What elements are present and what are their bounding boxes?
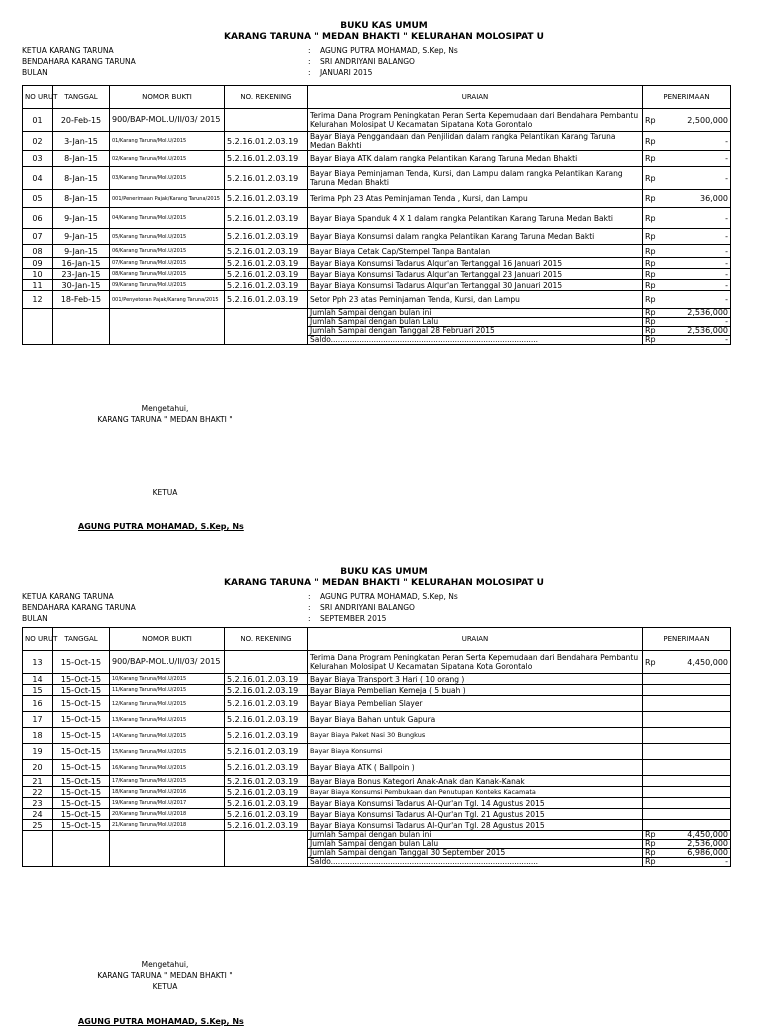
no-urut-cell: 11 xyxy=(23,280,53,291)
uraian-cell: Bayar Biaya Spanduk 4 X 1 dalam rangka Pelantikan Karang Taruna Medan Bakti xyxy=(308,208,643,229)
amount-cell: 2,536,000 xyxy=(661,309,731,318)
amount-cell xyxy=(661,760,731,776)
no-urut-cell: 23 xyxy=(23,798,53,809)
no-urut-cell: 12 xyxy=(23,291,53,309)
uraian-cell: Terima Dana Program Peningkatan Peran Serta Kepemudaan dari Bendahara Pembantu Kelurahan Molosipat U Kecamatan Sipatana Kota Gorontalo xyxy=(308,109,643,132)
no-rekening-cell: 5.2.16.01.2.03.19 xyxy=(225,776,308,787)
meta-value: AGUNG PUTRA MOHAMAD, S.Kep, Ns xyxy=(320,46,458,55)
rp-cell: Rp xyxy=(643,132,661,151)
rp-cell xyxy=(643,728,661,744)
doc1-mengetahui: Mengetahui, xyxy=(141,404,189,413)
meta-label: BENDAHARA KARANG TARUNA xyxy=(22,57,136,66)
no-rekening-cell: 5.2.16.01.2.03.19 xyxy=(225,208,308,229)
no-urut-cell: 01 xyxy=(23,109,53,132)
uraian-cell: Terima Pph 23 Atas Peminjaman Tenda , Kursi, dan Lampu xyxy=(308,190,643,208)
rp-cell: Rp xyxy=(643,280,661,291)
no-rekening-cell: 5.2.16.01.2.03.19 xyxy=(225,280,308,291)
rp-cell: Rp xyxy=(643,229,661,245)
amount-cell: - xyxy=(661,336,731,345)
uraian-cell: Bayar Biaya Pembelian Slayer xyxy=(308,696,643,712)
rp-cell: Rp xyxy=(643,327,661,336)
tanggal-cell: 15-Oct-15 xyxy=(53,744,110,760)
tanggal-cell: 23-Jan-15 xyxy=(53,269,110,280)
uraian-cell: Bayar Biaya Bahan untuk Gapura xyxy=(308,712,643,728)
nomor-bukti-cell: 13/Karang Taruna/Mol.U/2015 xyxy=(110,712,225,728)
table-row xyxy=(23,760,731,776)
doc2-title: BUKU KAS UMUM xyxy=(340,567,428,577)
no-rekening-cell: 5.2.16.01.2.03.19 xyxy=(225,258,308,269)
col-uraian: URAIAN xyxy=(308,86,643,109)
rp-cell xyxy=(643,696,661,712)
uraian-cell: Bayar Biaya Konsumsi Tadarus Alqur'an Tertanggal 30 Januari 2015 xyxy=(308,280,643,291)
table-row xyxy=(23,167,731,190)
meta-colon: : xyxy=(308,46,311,55)
amount-cell: - xyxy=(661,167,731,190)
nomor-bukti-cell: 21/Karang Taruna/Mol.U/2018 xyxy=(110,820,225,831)
meta-value: JANUARI 2015 xyxy=(320,68,373,77)
doc2-meta-bendahara xyxy=(22,602,722,613)
nomor-bukti-cell: 03/Karang Taruna/Mol.U/2015 xyxy=(110,167,225,190)
nomor-bukti-cell: 19/Karang Taruna/Mol.U/2017 xyxy=(110,798,225,809)
tanggal-cell: 15-Oct-15 xyxy=(53,685,110,696)
no-urut-cell: 02 xyxy=(23,132,53,151)
no-rekening-cell: 5.2.16.01.2.03.19 xyxy=(225,760,308,776)
table-row xyxy=(23,651,731,674)
tanggal-cell-empty xyxy=(53,831,110,867)
meta-label: BULAN xyxy=(22,68,48,77)
rp-cell xyxy=(643,674,661,685)
rp-cell xyxy=(643,809,661,820)
uraian-cell: Bayar Biaya Konsumsi Tadarus Al-Qur'an Tgl. 21 Agustus 2015 xyxy=(308,809,643,820)
no-urut-cell: 18 xyxy=(23,728,53,744)
meta-label: KETUA KARANG TARUNA xyxy=(22,592,114,601)
rp-cell: Rp xyxy=(643,291,661,309)
doc1-meta-bulan xyxy=(22,67,722,78)
amount-cell: - xyxy=(661,132,731,151)
amount-cell xyxy=(661,728,731,744)
meta-label: BULAN xyxy=(22,614,48,623)
doc2-ledger-table xyxy=(22,627,731,867)
table-row xyxy=(23,151,731,167)
table-row xyxy=(23,798,731,809)
no-rekening-cell: 5.2.16.01.2.03.19 xyxy=(225,820,308,831)
amount-cell: - xyxy=(661,291,731,309)
no-rekening-cell: 5.2.16.01.2.03.19 xyxy=(225,167,308,190)
no-urut-cell: 08 xyxy=(23,245,53,258)
uraian-cell: Bayar Biaya Konsumsi Pembukaan dan Penutupan Konteks Kacamata xyxy=(308,787,643,798)
nomor-bukti-cell: 18/Karang Taruna/Mol.U/2016 xyxy=(110,787,225,798)
uraian-cell: Bayar Biaya Konsumsi Tadarus Al-Qur'an Tgl. 28 Agustus 2015 xyxy=(308,820,643,831)
no-urut-cell: 19 xyxy=(23,744,53,760)
meta-colon: : xyxy=(308,614,311,623)
meta-colon: : xyxy=(308,592,311,601)
summary-label: Saldo....................................................................................... xyxy=(308,858,643,867)
summary-label: Jumlah Sampai dengan bulan Lalu xyxy=(308,318,643,327)
meta-colon: : xyxy=(308,68,311,77)
amount-cell: 2,536,000 xyxy=(661,327,731,336)
no-rekening-cell xyxy=(225,109,308,132)
nomor-bukti-cell: 20/Karang Taruna/Mol.U/2018 xyxy=(110,809,225,820)
table-row xyxy=(23,776,731,787)
no-urut-cell: 07 xyxy=(23,229,53,245)
no-urut-cell: 21 xyxy=(23,776,53,787)
table-row xyxy=(23,787,731,798)
summary-label: Jumlah Sampai dengan bulan ini xyxy=(308,831,643,840)
rp-cell: Rp xyxy=(643,336,661,345)
nomor-bukti-cell: 15/Karang Taruna/Mol.U/2015 xyxy=(110,744,225,760)
nomor-bukti-cell: 900/BAP-MOL.U/II/03/ 2015 xyxy=(110,651,225,674)
tanggal-cell: 8-Jan-15 xyxy=(53,167,110,190)
amount-cell xyxy=(661,696,731,712)
nomor-bukti-cell: 14/Karang Taruna/Mol.U/2015 xyxy=(110,728,225,744)
amount-cell xyxy=(661,712,731,728)
doc2-subtitle: KARANG TARUNA " MEDAN BHAKTI " KELURAHAN MOLOSIPAT U xyxy=(224,578,544,588)
rp-cell xyxy=(643,776,661,787)
table-row xyxy=(23,728,731,744)
rp-cell xyxy=(643,744,661,760)
table-row xyxy=(23,809,731,820)
nomor-bukti-cell: 10/Karang Taruna/Mol.U/2015 xyxy=(110,674,225,685)
tanggal-cell: 18-Feb-15 xyxy=(53,291,110,309)
table-row xyxy=(23,190,731,208)
no-urut-cell: 24 xyxy=(23,809,53,820)
doc2-signatory-name: AGUNG PUTRA MOHAMAD, S.Kep, Ns xyxy=(78,1017,244,1026)
no-urut-cell: 20 xyxy=(23,760,53,776)
doc1-title: BUKU KAS UMUM xyxy=(340,21,428,31)
no-rekening-cell: 5.2.16.01.2.03.19 xyxy=(225,696,308,712)
table-row xyxy=(23,109,731,132)
uraian-cell: Bayar Biaya Konsumsi Tadarus Al-Qur'an Tgl. 14 Agustus 2015 xyxy=(308,798,643,809)
uraian-cell: Terima Dana Program Peningkatan Peran Serta Kepemudaan dari Bendahara Pembantu Kelurahan Molosipat U Kecamatan Sipatana Kota Gorontalo xyxy=(308,651,643,674)
col-tanggal: TANGGAL xyxy=(53,628,110,651)
uraian-cell: Setor Pph 23 atas Peminjaman Tenda, Kursi, dan Lampu xyxy=(308,291,643,309)
uraian-cell: Bayar Biaya Konsumsi xyxy=(308,744,643,760)
tanggal-cell: 8-Jan-15 xyxy=(53,190,110,208)
doc1-meta-ketua xyxy=(22,45,722,56)
meta-colon: : xyxy=(308,603,311,612)
tanggal-cell: 15-Oct-15 xyxy=(53,696,110,712)
rp-cell: Rp xyxy=(643,151,661,167)
amount-cell: - xyxy=(661,245,731,258)
no-rekening-cell: 5.2.16.01.2.03.19 xyxy=(225,809,308,820)
doc1-signatory-name: AGUNG PUTRA MOHAMAD, S.Kep, Ns xyxy=(78,522,244,531)
no-rekening-cell: 5.2.16.01.2.03.19 xyxy=(225,685,308,696)
nomor-bukti-cell: 08/Karang Taruna/Mol.U/2015 xyxy=(110,269,225,280)
rp-cell xyxy=(643,787,661,798)
uraian-cell: Bayar Biaya Penggandaan dan Penjilidan dalam rangka Pelantikan Karang Taruna Medan Bakhti xyxy=(308,132,643,151)
no-rekening-cell: 5.2.16.01.2.03.19 xyxy=(225,291,308,309)
table-row xyxy=(23,269,731,280)
amount-cell: - xyxy=(661,258,731,269)
table-row xyxy=(23,820,731,831)
amount-cell: - xyxy=(661,318,731,327)
no-rekening-cell: 5.2.16.01.2.03.19 xyxy=(225,132,308,151)
amount-cell: 6,986,000 xyxy=(661,849,731,858)
rp-cell: Rp xyxy=(643,858,661,867)
tanggal-cell: 15-Oct-15 xyxy=(53,787,110,798)
uraian-cell: Bayar Biaya Paket Nasi 30 Bungkus xyxy=(308,728,643,744)
uraian-cell: Bayar Biaya Konsumsi Tadarus Alqur'an Tertanggal 23 Januari 2015 xyxy=(308,269,643,280)
table-row xyxy=(23,291,731,309)
doc1-meta-bendahara xyxy=(22,56,722,67)
amount-cell: 4,450,000 xyxy=(661,651,731,674)
rp-cell: Rp xyxy=(643,651,661,674)
nomor-bukti-cell: 07/Karang Taruna/Mol.U/2015 xyxy=(110,258,225,269)
no-urut-cell: 03 xyxy=(23,151,53,167)
summary-label: Jumlah Sampai dengan Tanggal 30 September 2015 xyxy=(308,849,643,858)
tanggal-cell: 15-Oct-15 xyxy=(53,820,110,831)
col-nomor-bukti: NOMOR BUKTI xyxy=(110,628,225,651)
col-no-rekening: NO. REKENING xyxy=(225,86,308,109)
no-rekening-cell: 5.2.16.01.2.03.19 xyxy=(225,798,308,809)
amount-cell: 4,450,000 xyxy=(661,831,731,840)
uraian-cell: Bayar Biaya Bonus Kategori Anak-Anak dan Kanak-Kanak xyxy=(308,776,643,787)
rp-cell: Rp xyxy=(643,245,661,258)
nomor-bukti-cell-empty xyxy=(110,309,225,345)
rp-cell xyxy=(643,820,661,831)
table-row xyxy=(23,132,731,151)
rp-cell: Rp xyxy=(643,309,661,318)
meta-value: SRI ANDRIYANI BALANGO xyxy=(320,57,415,66)
uraian-cell: Bayar Biaya Cetak Cap/Stempel Tanpa Bantalan xyxy=(308,245,643,258)
no-urut-cell: 04 xyxy=(23,167,53,190)
no-rekening-cell: 5.2.16.01.2.03.19 xyxy=(225,712,308,728)
no-rekening-cell: 5.2.16.01.2.03.19 xyxy=(225,744,308,760)
amount-cell: 2,500,000 xyxy=(661,109,731,132)
summary-label: Jumlah Sampai dengan Tanggal 28 Februari 2015 xyxy=(308,327,643,336)
no-rekening-cell: 5.2.16.01.2.03.19 xyxy=(225,190,308,208)
rp-cell xyxy=(643,712,661,728)
summary-label: Jumlah Sampai dengan bulan Lalu xyxy=(308,840,643,849)
no-urut-cell: 10 xyxy=(23,269,53,280)
rp-cell: Rp xyxy=(643,318,661,327)
table-row xyxy=(23,208,731,229)
table-row xyxy=(23,258,731,269)
no-urut-cell: 16 xyxy=(23,696,53,712)
doc1-ledger-table xyxy=(22,85,731,345)
meta-colon: : xyxy=(308,57,311,66)
tanggal-cell: 15-Oct-15 xyxy=(53,776,110,787)
tanggal-cell: 9-Jan-15 xyxy=(53,208,110,229)
header-row xyxy=(23,86,731,109)
table-row xyxy=(23,685,731,696)
table-row xyxy=(23,696,731,712)
meta-value: SRI ANDRIYANI BALANGO xyxy=(320,603,415,612)
tanggal-cell: 15-Oct-15 xyxy=(53,760,110,776)
tanggal-cell: 15-Oct-15 xyxy=(53,809,110,820)
uraian-cell: Bayar Biaya ATK ( Ballpoin ) xyxy=(308,760,643,776)
no-rekening-cell-empty xyxy=(225,309,308,345)
nomor-bukti-cell-empty xyxy=(110,831,225,867)
rp-cell xyxy=(643,798,661,809)
nomor-bukti-cell: 001/Penyetoran Pajak/Karang Taruna/2015 xyxy=(110,291,225,309)
table-row xyxy=(23,229,731,245)
header-row xyxy=(23,628,731,651)
amount-cell: - xyxy=(661,229,731,245)
amount-cell xyxy=(661,776,731,787)
no-urut-cell-empty xyxy=(23,309,53,345)
col-no-rekening: NO. REKENING xyxy=(225,628,308,651)
nomor-bukti-cell: 09/Karang Taruna/Mol.U/2015 xyxy=(110,280,225,291)
col-tanggal: TANGGAL xyxy=(53,86,110,109)
table-row xyxy=(23,245,731,258)
nomor-bukti-cell: 900/BAP-MOL.U/II/03/ 2015 xyxy=(110,109,225,132)
nomor-bukti-cell: 04/Karang Taruna/Mol.U/2015 xyxy=(110,208,225,229)
no-urut-cell: 17 xyxy=(23,712,53,728)
rp-cell: Rp xyxy=(643,831,661,840)
amount-cell xyxy=(661,744,731,760)
uraian-cell: Bayar Biaya ATK dalam rangka Pelantikan Karang Taruna Medan Bhakti xyxy=(308,151,643,167)
tanggal-cell: 15-Oct-15 xyxy=(53,798,110,809)
no-rekening-cell: 5.2.16.01.2.03.19 xyxy=(225,674,308,685)
rp-cell: Rp xyxy=(643,258,661,269)
table-row xyxy=(23,744,731,760)
no-rekening-cell: 5.2.16.01.2.03.19 xyxy=(225,269,308,280)
table-row xyxy=(23,674,731,685)
doc2-org: KARANG TARUNA " MEDAN BHAKTI " xyxy=(97,971,233,980)
nomor-bukti-cell: 11/Karang Taruna/Mol.U/2015 xyxy=(110,685,225,696)
tanggal-cell: 16-Jan-15 xyxy=(53,258,110,269)
tanggal-cell: 8-Jan-15 xyxy=(53,151,110,167)
amount-cell: - xyxy=(661,208,731,229)
rp-cell: Rp xyxy=(643,208,661,229)
no-rekening-cell: 5.2.16.01.2.03.19 xyxy=(225,787,308,798)
amount-cell: - xyxy=(661,858,731,867)
no-rekening-cell: 5.2.16.01.2.03.19 xyxy=(225,151,308,167)
uraian-cell: Bayar Biaya Konsumsi Tadarus Alqur'an Tertanggal 16 Januari 2015 xyxy=(308,258,643,269)
rp-cell: Rp xyxy=(643,109,661,132)
amount-cell xyxy=(661,685,731,696)
uraian-cell: Bayar Biaya Peminjaman Tenda, Kursi, dan Lampu dalam rangka Pelantikan Karang Taruna Medan Bhakti xyxy=(308,167,643,190)
doc2-meta-ketua xyxy=(22,591,722,602)
meta-value: SEPTEMBER 2015 xyxy=(320,614,387,623)
rp-cell: Rp xyxy=(643,269,661,280)
nomor-bukti-cell: 12/Karang Taruna/Mol.U/2015 xyxy=(110,696,225,712)
no-urut-cell: 25 xyxy=(23,820,53,831)
col-no-urut: NO URUT xyxy=(23,628,53,651)
amount-cell xyxy=(661,798,731,809)
no-urut-cell: 15 xyxy=(23,685,53,696)
rp-cell xyxy=(643,685,661,696)
col-penerimaan: PENERIMAAN xyxy=(643,628,731,651)
tanggal-cell-empty xyxy=(53,309,110,345)
no-urut-cell: 14 xyxy=(23,674,53,685)
rp-cell: Rp xyxy=(643,840,661,849)
no-rekening-cell: 5.2.16.01.2.03.19 xyxy=(225,245,308,258)
tanggal-cell: 15-Oct-15 xyxy=(53,651,110,674)
no-rekening-cell-empty xyxy=(225,831,308,867)
amount-cell: - xyxy=(661,280,731,291)
amount-cell xyxy=(661,787,731,798)
no-urut-cell: 13 xyxy=(23,651,53,674)
tanggal-cell: 3-Jan-15 xyxy=(53,132,110,151)
no-rekening-cell xyxy=(225,651,308,674)
tanggal-cell: 9-Jan-15 xyxy=(53,229,110,245)
summary-label: Saldo....................................................................................... xyxy=(308,336,643,345)
meta-label: BENDAHARA KARANG TARUNA xyxy=(22,603,136,612)
rp-cell: Rp xyxy=(643,190,661,208)
doc2-role: KETUA xyxy=(152,982,178,991)
doc2-meta-bulan xyxy=(22,613,722,624)
no-rekening-cell: 5.2.16.01.2.03.19 xyxy=(225,728,308,744)
amount-cell xyxy=(661,820,731,831)
summary-label: Jumlah Sampai dengan bulan ini xyxy=(308,309,643,318)
doc1-subtitle: KARANG TARUNA " MEDAN BHAKTI " KELURAHAN MOLOSIPAT U xyxy=(224,32,544,42)
meta-value: AGUNG PUTRA MOHAMAD, S.Kep, Ns xyxy=(320,592,458,601)
amount-cell: - xyxy=(661,269,731,280)
tanggal-cell: 30-Jan-15 xyxy=(53,280,110,291)
tanggal-cell: 9-Jan-15 xyxy=(53,245,110,258)
nomor-bukti-cell: 05/Karang Taruna/Mol.U/2015 xyxy=(110,229,225,245)
no-urut-cell-empty xyxy=(23,831,53,867)
rp-cell: Rp xyxy=(643,849,661,858)
col-uraian: URAIAN xyxy=(308,628,643,651)
no-urut-cell: 06 xyxy=(23,208,53,229)
col-penerimaan: PENERIMAAN xyxy=(643,86,731,109)
nomor-bukti-cell: 02/Karang Taruna/Mol.U/2015 xyxy=(110,151,225,167)
col-no-urut: NO URUT xyxy=(23,86,53,109)
no-urut-cell: 05 xyxy=(23,190,53,208)
tanggal-cell: 15-Oct-15 xyxy=(53,728,110,744)
col-nomor-bukti: NOMOR BUKTI xyxy=(110,86,225,109)
amount-cell: - xyxy=(661,151,731,167)
nomor-bukti-cell: 01/Karang Taruna/Mol.U/2015 xyxy=(110,132,225,151)
no-urut-cell: 09 xyxy=(23,258,53,269)
doc2-mengetahui: Mengetahui, xyxy=(141,960,189,969)
amount-cell xyxy=(661,674,731,685)
rp-cell: Rp xyxy=(643,167,661,190)
nomor-bukti-cell: 16/Karang Taruna/Mol.U/2015 xyxy=(110,760,225,776)
nomor-bukti-cell: 17/Karang Taruna/Mol.U/2015 xyxy=(110,776,225,787)
uraian-cell: Bayar Biaya Konsumsi dalam rangka Pelantikan Karang Taruna Medan Bakti xyxy=(308,229,643,245)
meta-label: KETUA KARANG TARUNA xyxy=(22,46,114,55)
no-rekening-cell: 5.2.16.01.2.03.19 xyxy=(225,229,308,245)
table-row xyxy=(23,280,731,291)
nomor-bukti-cell: 06/Karang Taruna/Mol.U/2015 xyxy=(110,245,225,258)
rp-cell xyxy=(643,760,661,776)
doc1-org: KARANG TARUNA " MEDAN BHAKTI " xyxy=(97,415,233,424)
amount-cell: 36,000 xyxy=(661,190,731,208)
tanggal-cell: 15-Oct-15 xyxy=(53,674,110,685)
no-urut-cell: 22 xyxy=(23,787,53,798)
table-row xyxy=(23,712,731,728)
doc1-role: KETUA xyxy=(152,488,178,497)
tanggal-cell: 15-Oct-15 xyxy=(53,712,110,728)
uraian-cell: Bayar Biaya Transport 3 Hari ( 10 orang ) xyxy=(308,674,643,685)
uraian-cell: Bayar Biaya Pembelian Kemeja ( 5 buah ) xyxy=(308,685,643,696)
nomor-bukti-cell: 001/Penerimaan Pajak/Karang Taruna/2015 xyxy=(110,190,225,208)
tanggal-cell: 20-Feb-15 xyxy=(53,109,110,132)
amount-cell: 2,536,000 xyxy=(661,840,731,849)
amount-cell xyxy=(661,809,731,820)
